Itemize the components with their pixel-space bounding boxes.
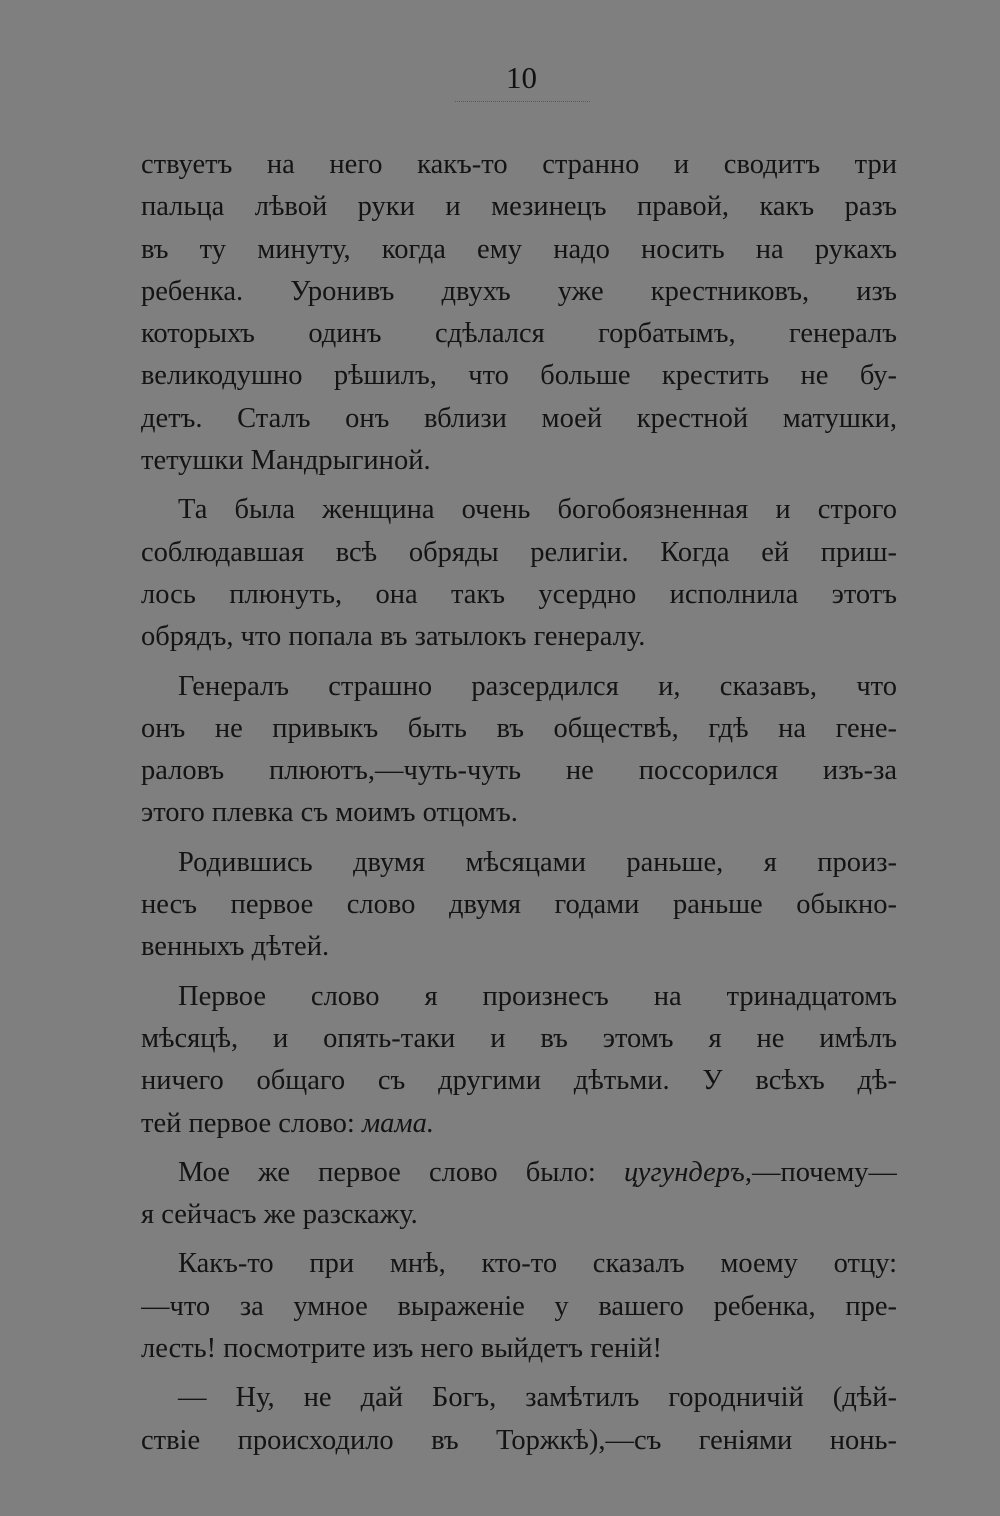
text-line: ребенка. Уронивъ двухъ уже крестниковъ, изъ [141, 275, 897, 307]
text-line: въ ту минуту, когда ему надо носить на рукахъ [141, 233, 897, 265]
text-line: тетушки Мандрыгиной. [141, 445, 431, 477]
body-text [141, 144, 897, 1462]
italic-word: цугундеръ [623, 1156, 745, 1188]
text-line: венныхъ дѣтей. [141, 931, 330, 963]
page-number: 10 [506, 60, 537, 95]
text-line: великодушно рѣшилъ, что больше крестить не бу- [141, 360, 897, 392]
text-line: которыхъ одинъ сдѣлался горбатымъ, генералъ [141, 318, 897, 350]
text-line: —что за умное выраженіе у вашего ребенка, пре- [141, 1290, 897, 1322]
text-line: соблюдавшая всѣ обряды религіи. Когда ей приш- [141, 536, 897, 568]
text-run: тей первое слово: [141, 1107, 362, 1139]
text-line: ствіе происходило въ Торжкѣ),—съ геніями нонь- [141, 1424, 897, 1456]
text-run: Мое же первое слово было: [178, 1156, 624, 1188]
text-line: Генералъ страшно разсердился и, сказавъ, что [178, 670, 897, 702]
text-line: я сейчасъ же разскажу. [141, 1199, 418, 1231]
text-line [141, 1103, 897, 1145]
italic-word: мама. [361, 1107, 434, 1139]
text-line: Та была женщина очень богобоязненная и строго [178, 494, 897, 526]
text-line: несъ первое слово двумя годами раньше обыкно- [141, 889, 897, 921]
text-line: ствуетъ на него какъ-то странно и сводитъ три [141, 149, 897, 180]
text-line [141, 1152, 897, 1194]
text-line: ничего общаго съ другими дѣтьми. У всѣхъ дѣ- [141, 1065, 897, 1097]
text-line: этого плевка съ моимъ отцомъ. [141, 797, 518, 829]
text-line: лесть! посмотрите изъ него выйдетъ геній! [141, 1333, 662, 1365]
text-run: ,—почему— [744, 1156, 897, 1188]
text-line: мѣсяцѣ, и опять-таки и въ этомъ я не имѣлъ [141, 1022, 897, 1054]
header-divider [455, 101, 590, 102]
text-line: Какъ-то при мнѣ, кто-то сказалъ моему отцу: [178, 1248, 897, 1280]
text-line: обрядъ, что попала въ затылокъ генералу. [141, 621, 646, 653]
text-line: лось плюнуть, она такъ усердно исполнила этотъ [141, 578, 897, 610]
text-line: Родившись двумя мѣсяцами раньше, я произ- [178, 846, 897, 878]
text-line: онъ не привыкъ быть въ обществѣ, гдѣ на гене- [141, 712, 897, 744]
text-line: пальца лѣвой руки и мезинецъ правой, какъ разъ [141, 191, 897, 223]
text-line: — Ну, не дай Богъ, замѣтилъ городничій (дѣй- [178, 1382, 897, 1414]
text-line: Первое слово я произнесъ на тринадцатомъ [178, 980, 897, 1012]
text-line: раловъ плюютъ,—чуть-чуть не поссорился изъ-за [141, 755, 897, 787]
text-line: детъ. Сталъ онъ вблизи моей крестной матушки, [141, 402, 897, 434]
